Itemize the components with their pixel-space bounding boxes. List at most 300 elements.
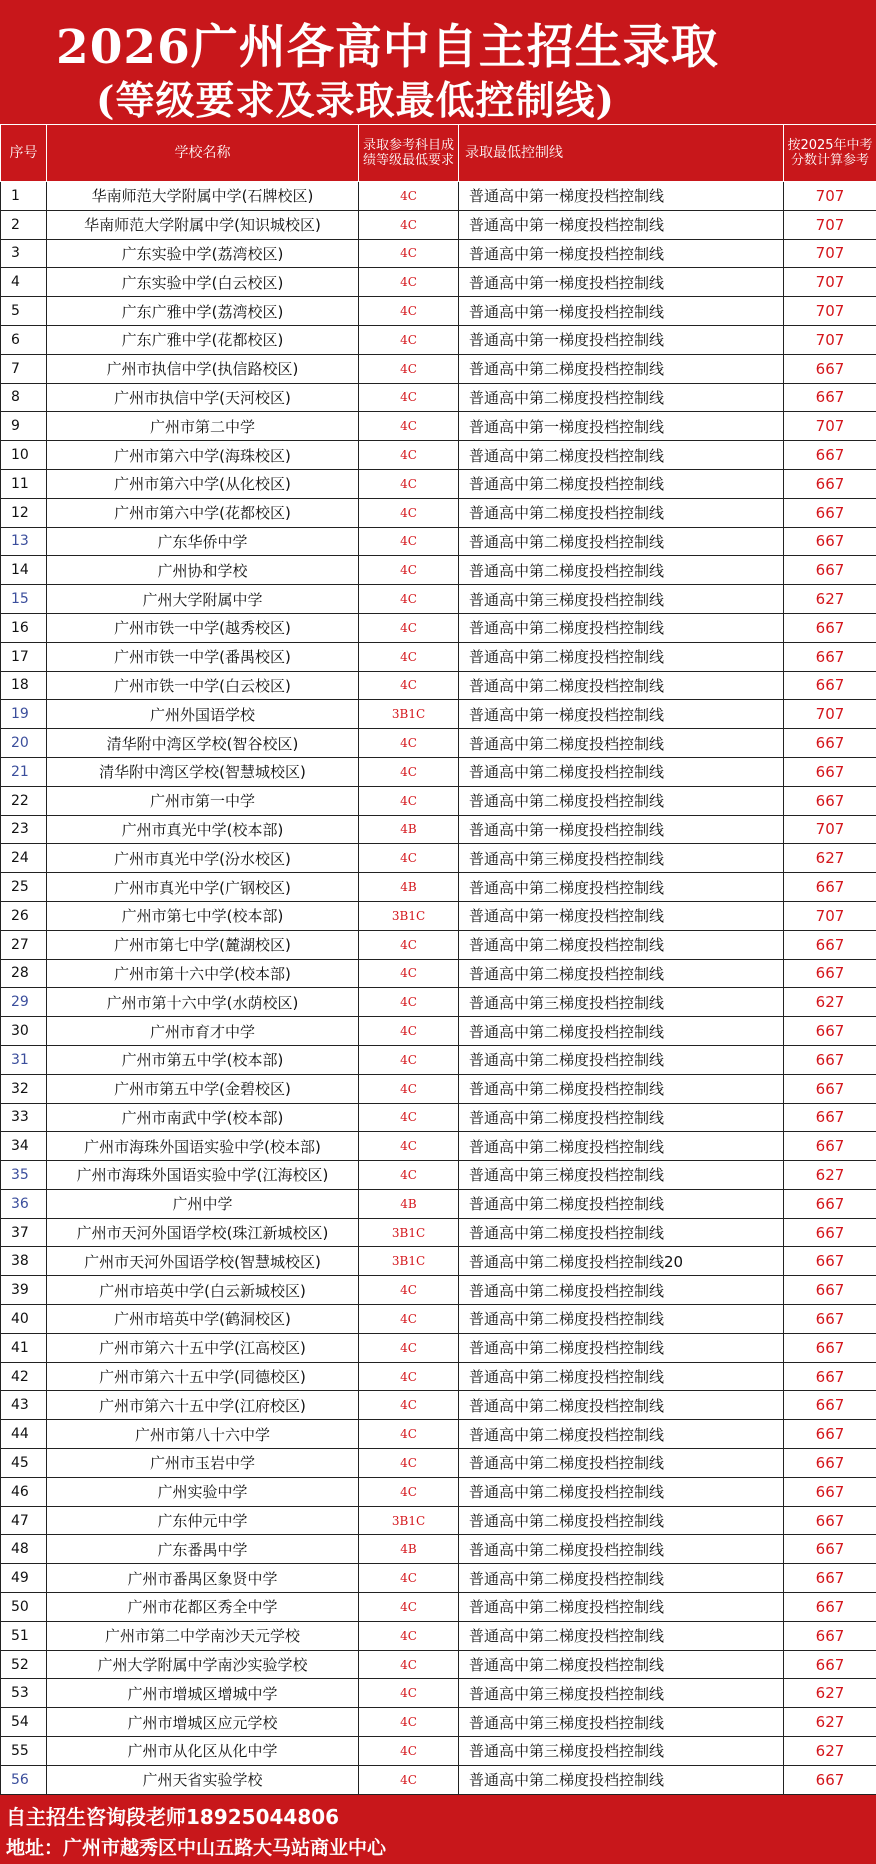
grade-requirement: 4C: [359, 786, 459, 815]
school-name: 广州天省实验学校: [47, 1765, 359, 1794]
school-name: 广州市南武中学(校本部): [47, 1103, 359, 1132]
school-name: 广东实验中学(荔湾校区): [47, 239, 359, 268]
address-line: 地址：广州市越秀区中山五路大马站商业中心: [6, 1837, 387, 1859]
grade-requirement: 3B1C: [359, 1247, 459, 1276]
reference-score: 667: [784, 1333, 876, 1362]
table-row: [1, 556, 876, 585]
page-title: 2026广州各高中自主招生录取: [56, 20, 719, 75]
admission-criterion: 普通高中第二梯度投档控制线: [459, 1132, 784, 1161]
grade-requirement: 4C: [359, 1333, 459, 1362]
reference-score: 667: [784, 527, 876, 556]
admission-criterion: 普通高中第二梯度投档控制线: [459, 873, 784, 902]
grade-requirement: 4C: [359, 1362, 459, 1391]
admission-criterion: 普通高中第三梯度投档控制线: [459, 1161, 784, 1190]
reference-score: 667: [784, 959, 876, 988]
grade-requirement: 3B1C: [359, 700, 459, 729]
school-name: 广州市第十六中学(水荫校区): [47, 988, 359, 1017]
table-row: [1, 700, 876, 729]
reference-score: 667: [784, 1650, 876, 1679]
admission-criterion: 普通高中第二梯度投档控制线: [459, 1333, 784, 1362]
school-name: 广东广雅中学(花都校区): [47, 325, 359, 354]
grade-requirement: 4C: [359, 1132, 459, 1161]
grade-requirement: 4C: [359, 441, 459, 470]
grade-requirement: 4C: [359, 844, 459, 873]
school-name: 广州市第六中学(从化校区): [47, 469, 359, 498]
grade-requirement: 4C: [359, 585, 459, 614]
grade-requirement: 4C: [359, 1737, 459, 1766]
school-name: 广东番禺中学: [47, 1535, 359, 1564]
table-row: [1, 1737, 876, 1766]
grade-requirement: 4C: [359, 239, 459, 268]
admission-criterion: 普通高中第一梯度投档控制线: [459, 297, 784, 326]
grade-requirement: 4C: [359, 1103, 459, 1132]
school-name: 广州市第二中学南沙天元学校: [47, 1621, 359, 1650]
grade-requirement: 4C: [359, 1045, 459, 1074]
table-row: [1, 1074, 876, 1103]
table-row: [1, 1189, 876, 1218]
column-header-criterion: 录取最低控制线: [459, 125, 784, 182]
admission-criterion: 普通高中第二梯度投档控制线: [459, 1218, 784, 1247]
admission-criterion: 普通高中第二梯度投档控制线: [459, 1420, 784, 1449]
row-number: 18: [1, 671, 47, 700]
row-number: 32: [1, 1074, 47, 1103]
reference-score: 667: [784, 1362, 876, 1391]
row-number: 30: [1, 1017, 47, 1046]
grade-requirement: 4C: [359, 757, 459, 786]
school-name: 广州市玉岩中学: [47, 1449, 359, 1478]
column-header-school: 学校名称: [47, 125, 359, 182]
school-name: 广州市执信中学(执信路校区): [47, 354, 359, 383]
table-row: [1, 1449, 876, 1478]
row-number: 47: [1, 1506, 47, 1535]
reference-score: 667: [784, 1765, 876, 1794]
admission-criterion: 普通高中第一梯度投档控制线: [459, 239, 784, 268]
school-name: 广州市第八十六中学: [47, 1420, 359, 1449]
school-name: 广州市真光中学(广钢校区): [47, 873, 359, 902]
row-number: 34: [1, 1132, 47, 1161]
school-name: 广州市真光中学(汾水校区): [47, 844, 359, 873]
school-name: 广州市第十六中学(校本部): [47, 959, 359, 988]
table-row: [1, 1362, 876, 1391]
school-name: 广州市番禺区象贤中学: [47, 1564, 359, 1593]
reference-score: 627: [784, 1161, 876, 1190]
school-name: 广州市第六十五中学(江高校区): [47, 1333, 359, 1362]
admission-criterion: 普通高中第二梯度投档控制线: [459, 1650, 784, 1679]
row-number: 33: [1, 1103, 47, 1132]
school-name: 广州市增城区增城中学: [47, 1679, 359, 1708]
reference-score: 667: [784, 1593, 876, 1622]
grade-requirement: 4C: [359, 556, 459, 585]
table-row: [1, 815, 876, 844]
table-header-row: [1, 125, 876, 182]
page-subtitle: (等级要求及录取最低控制线): [96, 78, 615, 124]
school-name: 广州市海珠外国语实验中学(校本部): [47, 1132, 359, 1161]
admission-criterion: 普通高中第二梯度投档控制线: [459, 469, 784, 498]
row-number: 1: [1, 182, 47, 211]
grade-requirement: 4B: [359, 1189, 459, 1218]
reference-score: 667: [784, 1477, 876, 1506]
reference-score: 707: [784, 268, 876, 297]
table-row: [1, 671, 876, 700]
contact-line: 自主招生咨询段老师18925044806: [6, 1805, 340, 1829]
admission-criterion: 普通高中第二梯度投档控制线: [459, 1449, 784, 1478]
admission-criterion: 普通高中第二梯度投档控制线: [459, 1564, 784, 1593]
table-row: [1, 613, 876, 642]
admission-criterion: 普通高中第二梯度投档控制线: [459, 556, 784, 585]
row-number: 7: [1, 354, 47, 383]
table-row: [1, 1708, 876, 1737]
reference-score: 667: [784, 1074, 876, 1103]
row-number: 24: [1, 844, 47, 873]
admission-criterion: 普通高中第二梯度投档控制线: [459, 1276, 784, 1305]
school-name: 华南师范大学附属中学(石牌校区): [47, 182, 359, 211]
row-number: 27: [1, 930, 47, 959]
row-number: 36: [1, 1189, 47, 1218]
reference-score: 707: [784, 412, 876, 441]
grade-requirement: 4C: [359, 1679, 459, 1708]
grade-requirement: 4C: [359, 412, 459, 441]
table-row: [1, 1593, 876, 1622]
school-name: 广州市天河外国语学校(智慧城校区): [47, 1247, 359, 1276]
school-name: 广州市育才中学: [47, 1017, 359, 1046]
admission-criterion: 普通高中第二梯度投档控制线: [459, 354, 784, 383]
admission-criterion: 普通高中第三梯度投档控制线: [459, 1679, 784, 1708]
school-name: 广州市真光中学(校本部): [47, 815, 359, 844]
table-row: [1, 930, 876, 959]
reference-score: 707: [784, 815, 876, 844]
school-name: 广州市第七中学(麓湖校区): [47, 930, 359, 959]
grade-requirement: 4B: [359, 873, 459, 902]
reference-score: 667: [784, 1506, 876, 1535]
table-row: [1, 1103, 876, 1132]
row-number: 49: [1, 1564, 47, 1593]
row-number: 12: [1, 498, 47, 527]
school-name: 广东实验中学(白云校区): [47, 268, 359, 297]
row-number: 41: [1, 1333, 47, 1362]
admission-criterion: 普通高中第一梯度投档控制线: [459, 901, 784, 930]
admission-criterion: 普通高中第二梯度投档控制线: [459, 1391, 784, 1420]
school-name: 广州市铁一中学(番禺校区): [47, 642, 359, 671]
school-name: 广州市铁一中学(越秀校区): [47, 613, 359, 642]
column-header-score: 按2025年中考分数计算参考: [784, 125, 876, 182]
row-number: 5: [1, 297, 47, 326]
table-row: [1, 988, 876, 1017]
grade-requirement: 4C: [359, 469, 459, 498]
grade-requirement: 4C: [359, 1074, 459, 1103]
admission-criterion: 普通高中第二梯度投档控制线: [459, 1506, 784, 1535]
reference-score: 627: [784, 585, 876, 614]
table-row: [1, 873, 876, 902]
row-number: 19: [1, 700, 47, 729]
table-row: [1, 1132, 876, 1161]
row-number: 42: [1, 1362, 47, 1391]
school-name: 广州市第五中学(校本部): [47, 1045, 359, 1074]
column-header-level: 录取参考科目成绩等级最低要求: [359, 125, 459, 182]
admission-criterion: 普通高中第一梯度投档控制线: [459, 325, 784, 354]
table-row: [1, 1305, 876, 1334]
table-row: [1, 1679, 876, 1708]
admission-criterion: 普通高中第一梯度投档控制线: [459, 700, 784, 729]
admission-criterion: 普通高中第二梯度投档控制线: [459, 959, 784, 988]
school-name: 广州市天河外国语学校(珠江新城校区): [47, 1218, 359, 1247]
row-number: 9: [1, 412, 47, 441]
admission-criterion: 普通高中第三梯度投档控制线: [459, 1737, 784, 1766]
table-row: [1, 1161, 876, 1190]
reference-score: 707: [784, 325, 876, 354]
admission-criterion: 普通高中第二梯度投档控制线: [459, 786, 784, 815]
row-number: 45: [1, 1449, 47, 1478]
grade-requirement: 4C: [359, 1564, 459, 1593]
grade-requirement: 4B: [359, 815, 459, 844]
row-number: 38: [1, 1247, 47, 1276]
reference-score: 667: [784, 671, 876, 700]
row-number: 20: [1, 729, 47, 758]
table-row: [1, 441, 876, 470]
reference-score: 627: [784, 1679, 876, 1708]
row-number: 55: [1, 1737, 47, 1766]
admission-criterion: 普通高中第三梯度投档控制线: [459, 1708, 784, 1737]
reference-score: 667: [784, 786, 876, 815]
reference-score: 667: [784, 1276, 876, 1305]
admission-criterion: 普通高中第二梯度投档控制线: [459, 1189, 784, 1218]
row-number: 14: [1, 556, 47, 585]
grade-requirement: 4C: [359, 1161, 459, 1190]
school-name: 广东华侨中学: [47, 527, 359, 556]
admission-criterion: 普通高中第三梯度投档控制线: [459, 988, 784, 1017]
admission-criterion: 普通高中第二梯度投档控制线: [459, 1593, 784, 1622]
row-number: 11: [1, 469, 47, 498]
table-row: [1, 757, 876, 786]
admission-criterion: 普通高中第一梯度投档控制线: [459, 268, 784, 297]
reference-score: 667: [784, 642, 876, 671]
table-row: [1, 527, 876, 556]
school-name: 广州大学附属中学南沙实验学校: [47, 1650, 359, 1679]
reference-score: 667: [784, 1535, 876, 1564]
admission-criterion: 普通高中第二梯度投档控制线: [459, 1103, 784, 1132]
column-header-no: 序号: [1, 125, 47, 182]
title-banner: [0, 0, 876, 124]
admission-criterion: 普通高中第二梯度投档控制线: [459, 613, 784, 642]
table-row: [1, 1506, 876, 1535]
school-name: 广州市第七中学(校本部): [47, 901, 359, 930]
school-name: 广州市第五中学(金碧校区): [47, 1074, 359, 1103]
reference-score: 667: [784, 1103, 876, 1132]
table-row: [1, 354, 876, 383]
grade-requirement: 4C: [359, 1593, 459, 1622]
row-number: 46: [1, 1477, 47, 1506]
admission-criterion: 普通高中第二梯度投档控制线: [459, 930, 784, 959]
table-row: [1, 325, 876, 354]
reference-score: 707: [784, 901, 876, 930]
admission-criterion: 普通高中第二梯度投档控制线: [459, 729, 784, 758]
grade-requirement: 4C: [359, 1391, 459, 1420]
grade-requirement: 4C: [359, 527, 459, 556]
row-number: 48: [1, 1535, 47, 1564]
row-number: 51: [1, 1621, 47, 1650]
table-row: [1, 1765, 876, 1794]
grade-requirement: 4C: [359, 498, 459, 527]
grade-requirement: 4C: [359, 729, 459, 758]
reference-score: 667: [784, 729, 876, 758]
reference-score: 667: [784, 556, 876, 585]
row-number: 8: [1, 383, 47, 412]
admission-criterion: 普通高中第二梯度投档控制线: [459, 1045, 784, 1074]
school-name: 广州市第一中学: [47, 786, 359, 815]
contact-footer: [0, 1795, 876, 1864]
reference-score: 707: [784, 297, 876, 326]
reference-score: 667: [784, 1420, 876, 1449]
table-row: [1, 585, 876, 614]
school-name: 广州市第二中学: [47, 412, 359, 441]
school-name: 广州大学附属中学: [47, 585, 359, 614]
reference-score: 667: [784, 613, 876, 642]
row-number: 39: [1, 1276, 47, 1305]
reference-score: 667: [784, 469, 876, 498]
admission-criterion: 普通高中第二梯度投档控制线: [459, 1621, 784, 1650]
grade-requirement: 4C: [359, 383, 459, 412]
row-number: 29: [1, 988, 47, 1017]
reference-score: 667: [784, 930, 876, 959]
table-row: [1, 1391, 876, 1420]
grade-requirement: 4C: [359, 1650, 459, 1679]
table-row: [1, 1420, 876, 1449]
grade-requirement: 3B1C: [359, 901, 459, 930]
grade-requirement: 3B1C: [359, 1218, 459, 1247]
school-name: 广州市海珠外国语实验中学(江海校区): [47, 1161, 359, 1190]
school-name: 广州市从化区从化中学: [47, 1737, 359, 1766]
row-number: 31: [1, 1045, 47, 1074]
row-number: 56: [1, 1765, 47, 1794]
table-row: [1, 1276, 876, 1305]
admission-criterion: 普通高中第三梯度投档控制线: [459, 844, 784, 873]
admission-criterion: 普通高中第一梯度投档控制线: [459, 210, 784, 239]
table-row: [1, 412, 876, 441]
school-name: 广州市第六十五中学(同德校区): [47, 1362, 359, 1391]
table-row: [1, 1333, 876, 1362]
row-number: 52: [1, 1650, 47, 1679]
admission-criterion: 普通高中第三梯度投档控制线: [459, 585, 784, 614]
row-number: 37: [1, 1218, 47, 1247]
admission-criterion: 普通高中第二梯度投档控制线: [459, 642, 784, 671]
school-name: 广州中学: [47, 1189, 359, 1218]
reference-score: 667: [784, 1621, 876, 1650]
table-row: [1, 1650, 876, 1679]
school-name: 广州市第六中学(海珠校区): [47, 441, 359, 470]
admission-criterion: 普通高中第二梯度投档控制线: [459, 498, 784, 527]
grade-requirement: 4C: [359, 1477, 459, 1506]
grade-requirement: 4B: [359, 1535, 459, 1564]
grade-requirement: 4C: [359, 671, 459, 700]
row-number: 25: [1, 873, 47, 902]
admission-criterion: 普通高中第二梯度投档控制线: [459, 757, 784, 786]
school-name: 广州市培英中学(白云新城校区): [47, 1276, 359, 1305]
admission-criterion: 普通高中第二梯度投档控制线: [459, 1477, 784, 1506]
table-row: [1, 642, 876, 671]
row-number: 21: [1, 757, 47, 786]
school-name: 广州协和学校: [47, 556, 359, 585]
row-number: 28: [1, 959, 47, 988]
table-row: [1, 959, 876, 988]
row-number: 15: [1, 585, 47, 614]
admission-criterion: 普通高中第二梯度投档控制线: [459, 1362, 784, 1391]
row-number: 50: [1, 1593, 47, 1622]
admission-table: [0, 124, 876, 1795]
table-row: [1, 383, 876, 412]
reference-score: 667: [784, 383, 876, 412]
admission-criterion: 普通高中第二梯度投档控制线: [459, 383, 784, 412]
row-number: 35: [1, 1161, 47, 1190]
grade-requirement: 4C: [359, 988, 459, 1017]
school-name: 广州市执信中学(天河校区): [47, 383, 359, 412]
admission-criterion: 普通高中第一梯度投档控制线: [459, 412, 784, 441]
admission-criterion: 普通高中第二梯度投档控制线: [459, 1074, 784, 1103]
table-row: [1, 729, 876, 758]
reference-score: 667: [784, 757, 876, 786]
table-row: [1, 268, 876, 297]
reference-score: 667: [784, 1305, 876, 1334]
reference-score: 667: [784, 1132, 876, 1161]
row-number: 54: [1, 1708, 47, 1737]
row-number: 3: [1, 239, 47, 268]
reference-score: 667: [784, 1247, 876, 1276]
reference-score: 667: [784, 1189, 876, 1218]
school-name: 广州实验中学: [47, 1477, 359, 1506]
row-number: 6: [1, 325, 47, 354]
grade-requirement: 3B1C: [359, 1506, 459, 1535]
admission-criterion: 普通高中第二梯度投档控制线20: [459, 1247, 784, 1276]
row-number: 16: [1, 613, 47, 642]
table-row: [1, 1017, 876, 1046]
grade-requirement: 4C: [359, 613, 459, 642]
reference-score: 667: [784, 354, 876, 383]
table-row: [1, 239, 876, 268]
row-number: 4: [1, 268, 47, 297]
admission-criterion: 普通高中第一梯度投档控制线: [459, 815, 784, 844]
table-row: [1, 1621, 876, 1650]
row-number: 53: [1, 1679, 47, 1708]
grade-requirement: 4C: [359, 959, 459, 988]
grade-requirement: 4C: [359, 1708, 459, 1737]
school-name: 广州市花都区秀全中学: [47, 1593, 359, 1622]
grade-requirement: 4C: [359, 1621, 459, 1650]
school-name: 广州市第六中学(花都校区): [47, 498, 359, 527]
reference-score: 707: [784, 210, 876, 239]
grade-requirement: 4C: [359, 268, 459, 297]
reference-score: 667: [784, 1391, 876, 1420]
school-name: 广东广雅中学(荔湾校区): [47, 297, 359, 326]
admission-criterion: 普通高中第二梯度投档控制线: [459, 441, 784, 470]
reference-score: 627: [784, 988, 876, 1017]
row-number: 10: [1, 441, 47, 470]
grade-requirement: 4C: [359, 930, 459, 959]
table-row: [1, 210, 876, 239]
table-row: [1, 1247, 876, 1276]
table-row: [1, 901, 876, 930]
row-number: 2: [1, 210, 47, 239]
row-number: 43: [1, 1391, 47, 1420]
table-row: [1, 1045, 876, 1074]
grade-requirement: 4C: [359, 297, 459, 326]
table-row: [1, 182, 876, 211]
grade-requirement: 4C: [359, 325, 459, 354]
school-name: 广州市第六十五中学(江府校区): [47, 1391, 359, 1420]
table-row: [1, 786, 876, 815]
grade-requirement: 4C: [359, 642, 459, 671]
row-number: 23: [1, 815, 47, 844]
row-number: 44: [1, 1420, 47, 1449]
reference-score: 667: [784, 1449, 876, 1478]
reference-score: 667: [784, 873, 876, 902]
